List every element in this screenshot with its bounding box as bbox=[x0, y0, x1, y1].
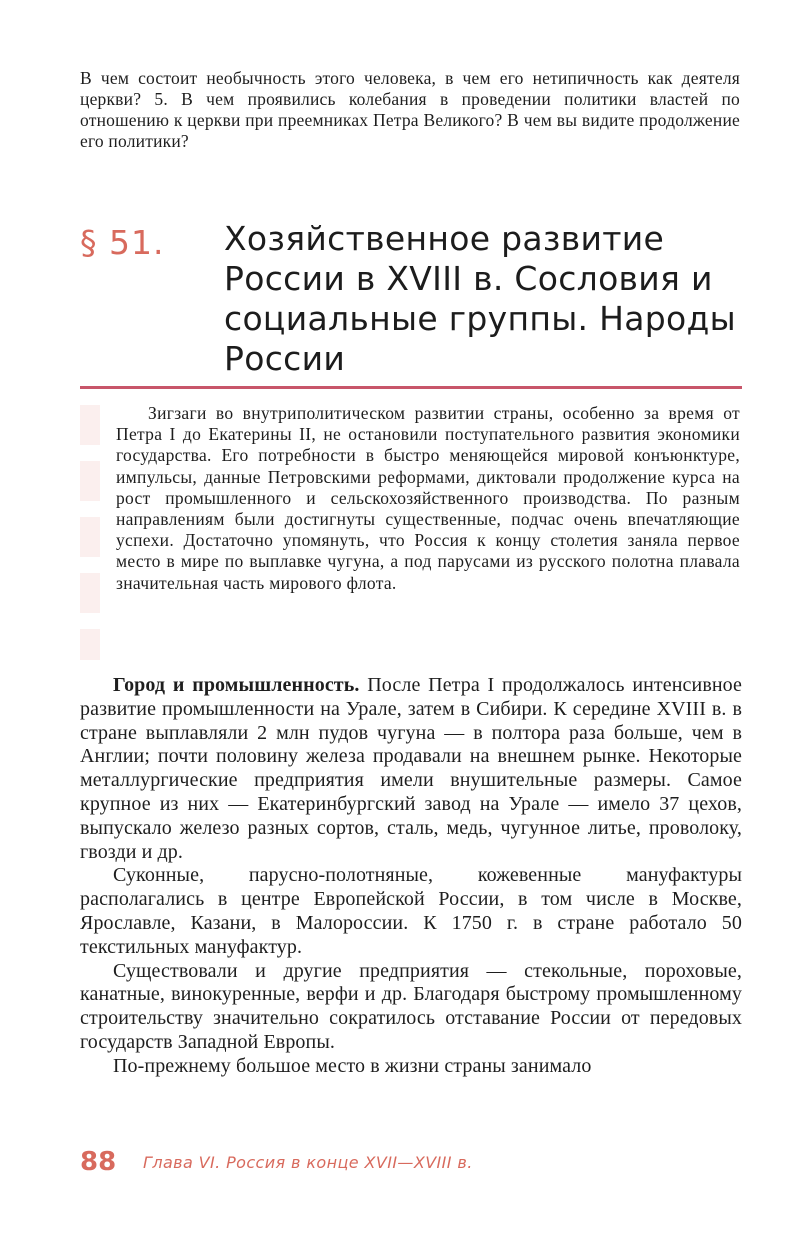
paragraph-city-industry bbox=[80, 674, 742, 864]
subheading-city-industry: Город и промышленность. bbox=[113, 674, 360, 696]
chapter-running-title: Глава VI. Россия в конце XVII—XVIII в. bbox=[143, 1153, 473, 1172]
paragraph-1-text: После Петра I продолжалось интенсивное развитие промышленности на Урале, затем в Сибири. К середине XVIII в. в стране выплавляли 2 млн пудов чугуна — в полтора раза больше, чем в Англии; почти половину железа продавали на внешнем рынке. Некоторые металлургические предприятия имели внушительные размеры. Самое крупное из них — Екатеринбургский завод на Урале — имело 37 цехов, выпускало железо разных сортов, сталь, медь, чугунное литье, проволоку, гвозди и др. bbox=[80, 674, 742, 863]
main-text bbox=[80, 674, 742, 1079]
paragraph-2: Суконные, парусно-полотняные, кожевенные мануфактуры располагались в центре Европейской России, в том числе в Москве, Ярославле, Казани, в Малороссии. К 1750 г. в стране работало 50 текстильных мануфактур. bbox=[80, 864, 742, 958]
page-number: 88 bbox=[80, 1147, 117, 1177]
lead-paragraph bbox=[116, 403, 740, 594]
section-number: § 51. bbox=[80, 223, 165, 262]
intro-questions: В чем состоит необычность этого человека, в чем его нетипичность как деятеля церкви? 5. В чем проявились колебания в проведении политики властей по отношению к церкви при преемниках Петра Великого? В чем вы видите продолжение его политики? bbox=[80, 68, 740, 151]
paragraph-4: По-прежнему большое место в жизни страны занимало bbox=[113, 1054, 592, 1077]
lead-margin-decoration bbox=[80, 405, 100, 660]
section-title: Хозяйственное развитие России в XVIII в. Сословия и социальные группы. Народы России bbox=[224, 219, 736, 378]
paragraph-3: Существовали и другие предприятия — стекольные, пороховые, канатные, винокуренные, верфи и др. Благодаря быстрому промышленному строительству значительно сократилось отставание России от передовых государств Западной Европы. bbox=[80, 959, 742, 1053]
title-divider bbox=[80, 386, 742, 389]
lead-paragraph-text: Зигзаги во внутриполитическом развитии страны, особенно за время от Петра I до Екатерины II, не остановили поступательного развития экономики государства. Его потребности в быстро меняющейся мировой конъюнктуре, импульсы, данные Петровскими реформами, диктовали продолжение курса на рост промышленного и сельскохозяйственного производства. По разным направлениям были достигнуты существенные, подчас очень впечатляющие успехи. Достаточно упомянуть, что Россия к концу столетия заняла первое место в мире по выплавке чугуна, а под парусами из русского полотна плавала значительная часть мирового флота. bbox=[116, 403, 740, 593]
